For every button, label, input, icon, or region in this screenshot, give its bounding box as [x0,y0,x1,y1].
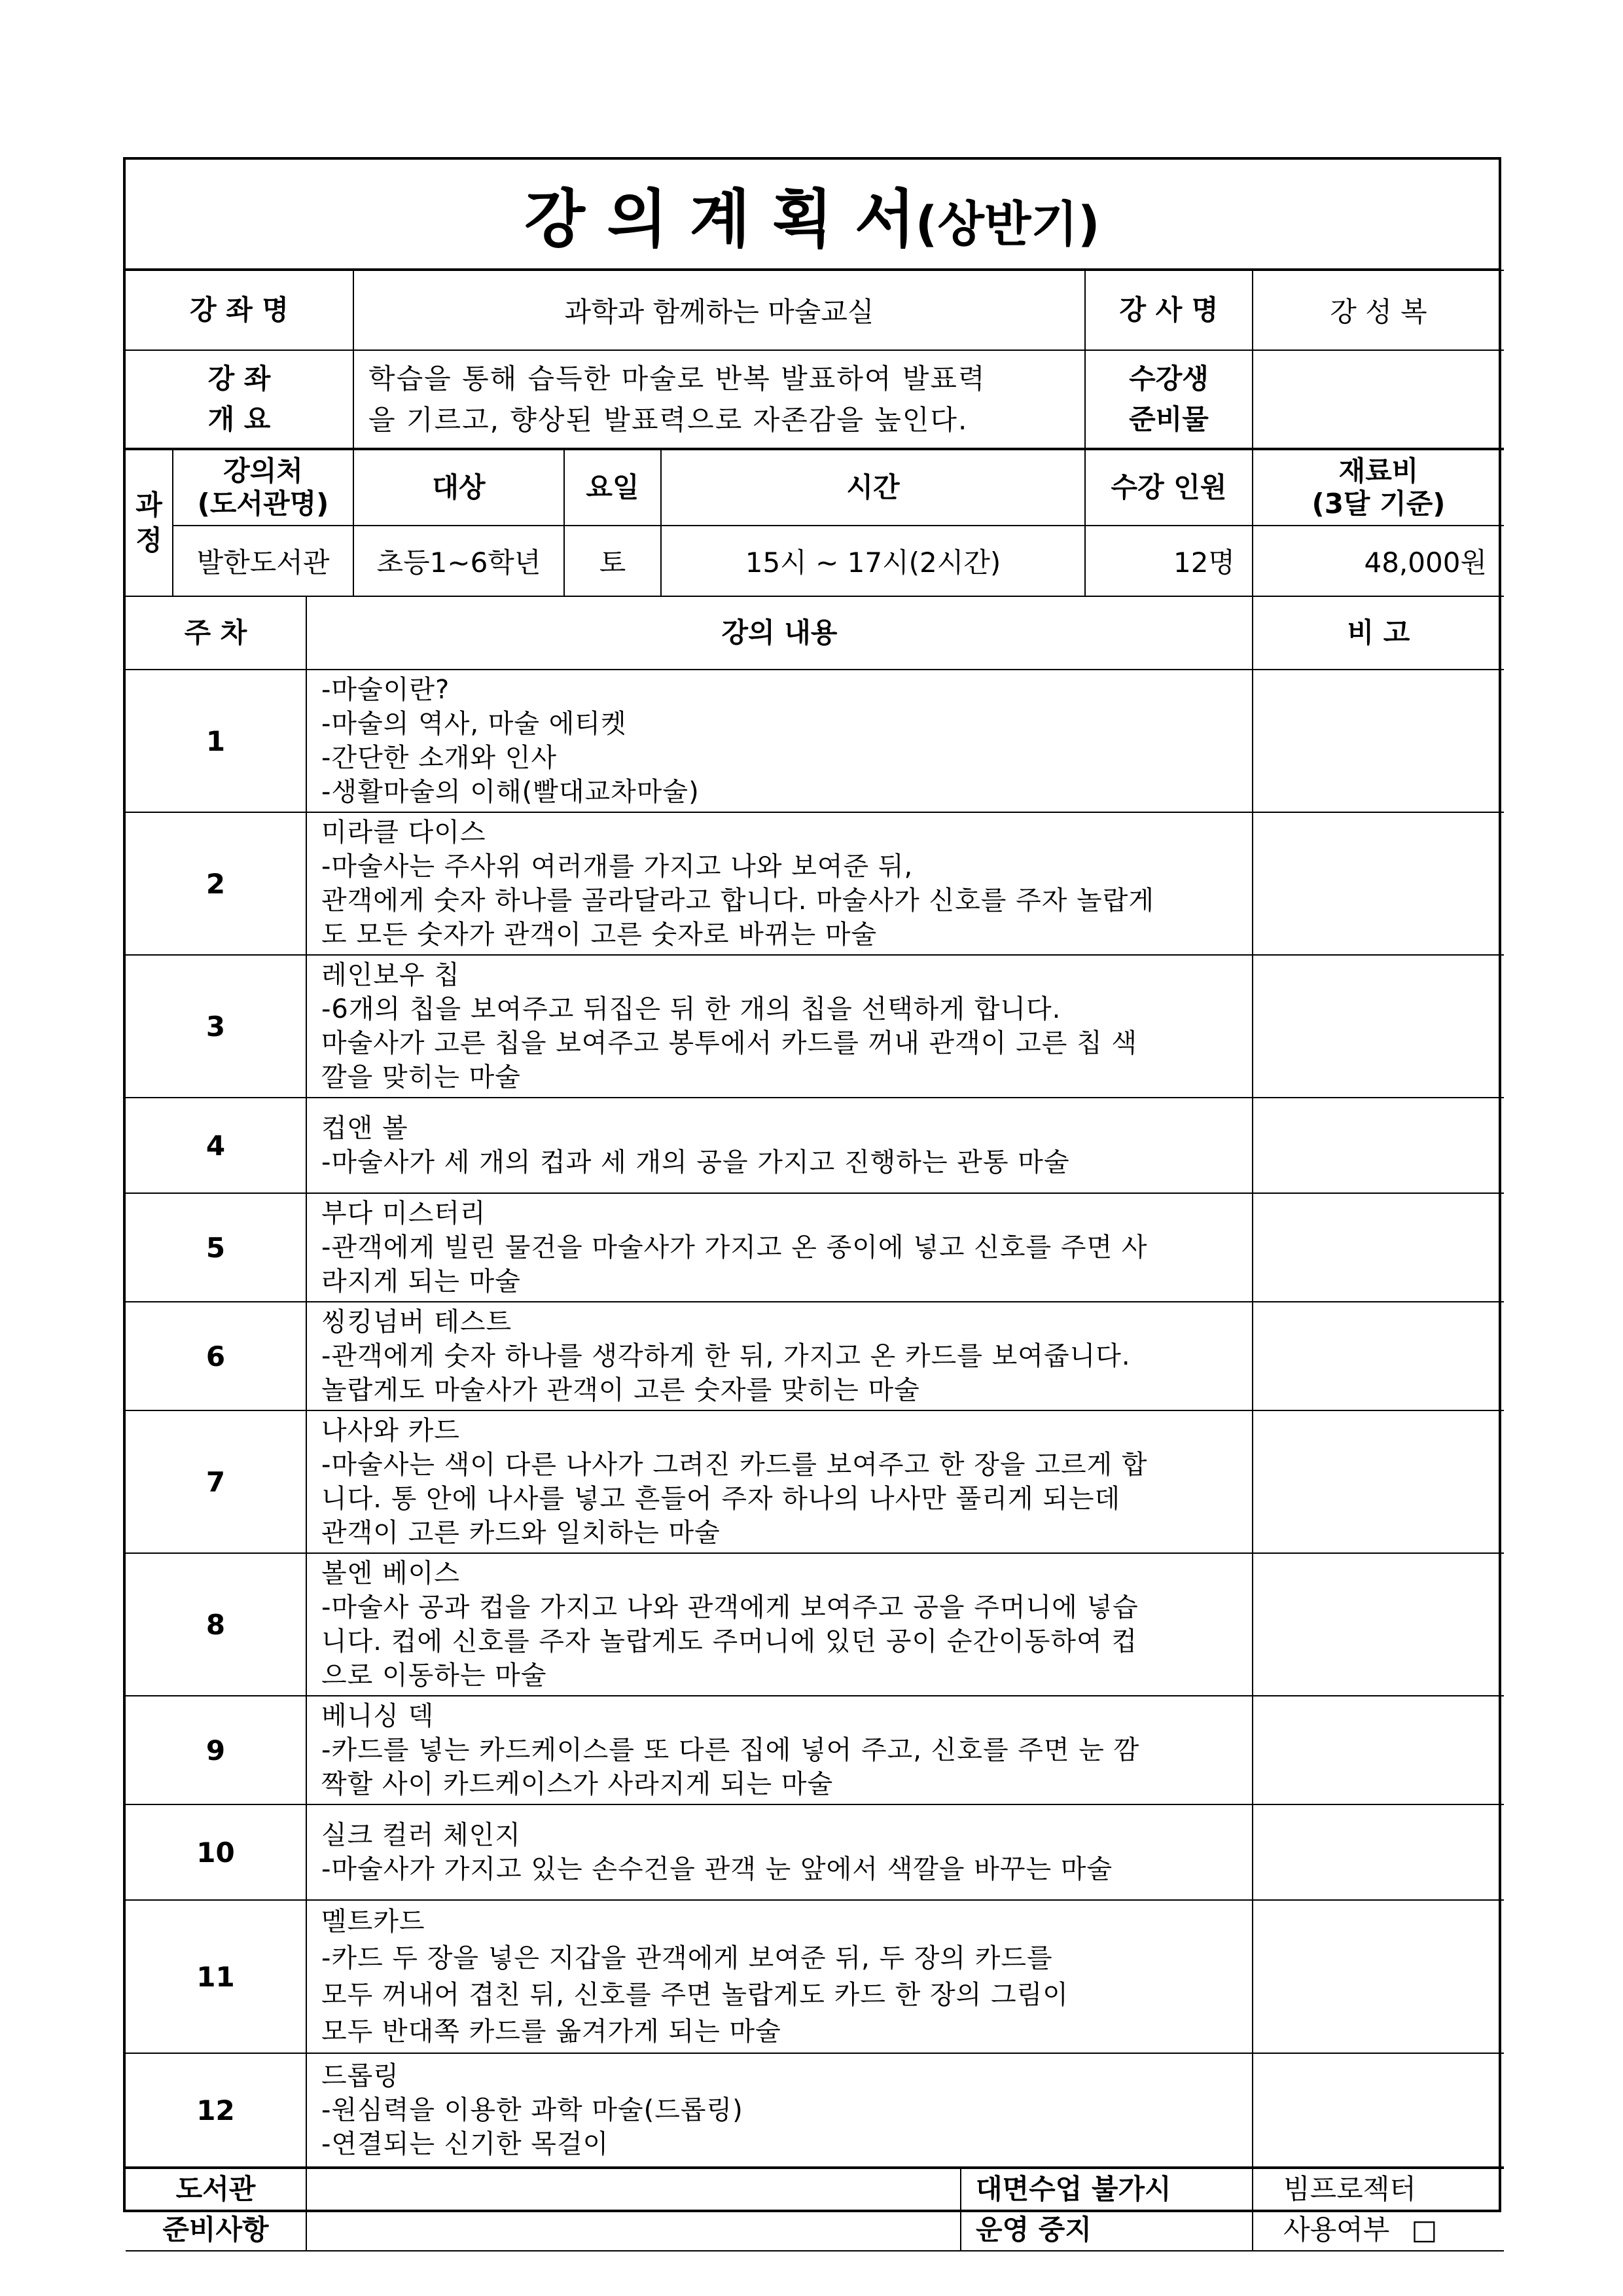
summary-label [126,350,353,448]
time-value: 15시 ~ 17시(2시간) [661,526,1085,596]
week-content [306,955,1253,1098]
process-label-1: 과 [135,489,162,521]
title-sub: (상반기) [915,196,1100,253]
week-content [306,812,1253,955]
supplies-label-line-1: 수강생 [1129,363,1209,395]
content-line: 미라클 다이스 [321,817,486,848]
target-value: 초등1~6학년 [353,526,564,596]
projector-usage [1253,2168,1504,2251]
week-content [306,1098,1253,1193]
library-prep-value [306,2168,961,2251]
projector-line-2-text: 사용여부 [1283,2214,1390,2246]
summary-value [353,350,1085,448]
lecture-plan-form [123,157,1501,2246]
week-note [1253,1302,1504,1410]
capacity-header: 수강 인원 [1085,450,1253,526]
content-line: -마술사는 주사위 여러개를 가지고 나와 보여준 뒤, [321,852,914,882]
process-table [126,449,1504,597]
info-table [126,270,1504,449]
suspension-label-2: 운영 중지 [976,2214,1092,2246]
capacity-value: 12명 [1085,526,1253,596]
summary-label-line-2: 개 요 [207,403,271,435]
content-line: 베니싱 덱 [321,1701,435,1731]
week-note [1253,1804,1504,1900]
content-line: 짝할 사이 카드케이스가 사라지게 되는 마술 [321,1769,834,1799]
week-content [306,1900,1253,2053]
schedule-row [126,1553,1504,1696]
week-number: 9 [126,1696,306,1804]
suspension-label [961,2168,1253,2251]
schedule-row [126,1098,1504,1193]
title-main: 강 의 계 획 서 [524,182,916,256]
week-content [306,1410,1253,1553]
footer-table [126,2166,1504,2251]
content-line: -원심력을 이용한 과학 마술(드롭링) [321,2095,743,2125]
library-prep-label-2: 준비사항 [162,2214,269,2246]
week-note [1253,1696,1504,1804]
week-header: 주 차 [126,596,306,670]
week-note [1253,2053,1504,2167]
schedule-row [126,1410,1504,1553]
schedule-table [126,596,1504,2168]
content-line: -관객에게 빌린 물건을 마술사가 가지고 온 종이에 넣고 신호를 주면 사 [321,1232,1148,1263]
content-line: 나사와 카드 [321,1416,460,1446]
projector-line-1: 빔프로젝터 [1283,2173,1416,2205]
course-name-label: 강 좌 명 [126,270,353,350]
week-content [306,1302,1253,1410]
library-prep-label [126,2168,306,2251]
schedule-row [126,1696,1504,1804]
content-header: 강의 내용 [306,596,1253,670]
content-line: 씽킹넘버 테스트 [321,1307,512,1337]
week-number: 4 [126,1098,306,1193]
library-prep-label-1: 도서관 [175,2173,256,2205]
content-line: 모두 꺼내어 겹친 뒤, 신호를 주면 놀랍게도 카드 한 장의 그림이 [321,1980,1069,2010]
content-line: -카드를 넣는 카드케이스를 또 다른 집에 넣어 주고, 신호를 주면 눈 깜 [321,1735,1140,1765]
week-content [306,1696,1253,1804]
content-line: 드롭링 [321,2061,399,2091]
summary-line-2: 을 기르고, 향상된 발표력으로 자존감을 높인다. [368,404,969,436]
content-line: 라지게 되는 마술 [321,1266,521,1297]
content-line: -마술의 역사, 마술 에티켓 [321,709,627,739]
content-line: 도 모든 숫자가 관객이 고른 숫자로 바뀌는 마술 [321,920,878,950]
venue-header [173,450,353,526]
week-number: 2 [126,812,306,955]
content-line: -간단한 소개와 인사 [321,743,557,773]
content-line: -마술이란? [321,675,450,705]
content-line: -생활마술의 이해(빨대교차마술) [321,777,700,807]
week-note [1253,1410,1504,1553]
day-value: 토 [564,526,661,596]
week-note [1253,1900,1504,2053]
schedule-row [126,670,1504,812]
content-line: -마술사 공과 컵을 가지고 나와 관객에게 보여주고 공을 주머니에 넣습 [321,1592,1139,1623]
week-note [1253,955,1504,1098]
content-line: 컵앤 볼 [321,1113,408,1143]
week-number: 5 [126,1193,306,1302]
process-label-2: 정 [135,524,162,556]
schedule-row [126,1193,1504,1302]
content-line: 부다 미스터리 [321,1198,486,1229]
page-title [126,160,1499,269]
content-line: 으로 이동하는 마술 [321,1660,547,1691]
week-content [306,670,1253,812]
suspension-label-1: 대면수업 불가시 [976,2173,1171,2205]
content-line: 니다. 통 안에 나사를 넣고 흔들어 주자 하나의 나사만 풀리게 되는데 [321,1484,1121,1514]
time-header: 시간 [661,450,1085,526]
venue-header-1: 강의처 [223,455,303,487]
week-note [1253,1098,1504,1193]
schedule-row [126,1804,1504,1900]
week-number: 6 [126,1302,306,1410]
schedule-row [126,1900,1504,2053]
instructor-label: 강 사 명 [1085,270,1253,350]
content-line: 깔을 맞히는 마술 [321,1062,521,1092]
content-line: 볼엔 베이스 [321,1558,460,1588]
fee-header-2: (3달 기준) [1311,488,1446,520]
week-content [306,1804,1253,1900]
week-number: 3 [126,955,306,1098]
week-note [1253,812,1504,955]
week-content [306,1553,1253,1696]
fee-value: 48,000원 [1253,526,1504,596]
content-line: -마술사가 가지고 있는 손수건을 관객 눈 앞에서 색깔을 바꾸는 마술 [321,1854,1113,1884]
week-content [306,2053,1253,2167]
projector-checkbox[interactable]: □ [1411,2214,1438,2246]
content-line: 실크 컬러 체인지 [321,1820,521,1850]
content-line: -카드 두 장을 넣은 지갑을 관객에게 보여준 뒤, 두 장의 카드를 [321,1943,1053,1973]
title-table [126,160,1499,270]
schedule-row [126,955,1504,1098]
content-line: -6개의 칩을 보여주고 뒤집은 뒤 한 개의 칩을 선택하게 합니다. [321,994,1061,1024]
instructor-value: 강 성 복 [1253,270,1504,350]
summary-label-line-1: 강 좌 [207,363,271,395]
week-number: 11 [126,1900,306,2053]
content-line: 레인보우 칩 [321,960,460,990]
content-line: 마술사가 고른 칩을 보여주고 봉투에서 카드를 꺼내 관객이 고른 칩 색 [321,1028,1138,1058]
supplies-value [1253,350,1504,448]
week-content [306,1193,1253,1302]
venue-value: 발한도서관 [173,526,353,596]
supplies-label-line-2: 준비물 [1129,403,1209,435]
content-line: 모두 반대쪽 카드를 옮겨가게 되는 마술 [321,2017,781,2047]
week-note [1253,1193,1504,1302]
summary-line-1: 학습을 통해 습득한 마술로 반복 발표하여 발표력 [368,363,986,395]
process-label [126,450,173,596]
content-line: -관객에게 숫자 하나를 생각하게 한 뒤, 가지고 온 카드를 보여줍니다. [321,1341,1131,1371]
supplies-label [1085,350,1253,448]
fee-header-1: 재료비 [1338,455,1419,487]
projector-line-2 [1283,2210,1504,2250]
note-header: 비 고 [1253,596,1504,670]
target-header: 대상 [353,450,564,526]
content-line: 관객이 고른 카드와 일치하는 마술 [321,1518,721,1548]
week-number: 10 [126,1804,306,1900]
day-header: 요일 [564,450,661,526]
fee-header [1253,450,1504,526]
schedule-row [126,2053,1504,2167]
content-line: -연결되는 신기한 목걸이 [321,2129,609,2159]
content-line: -마술사는 색이 다른 나사가 그려진 카드를 보여주고 한 장을 고르게 합 [321,1450,1148,1480]
week-number: 8 [126,1553,306,1696]
schedule-row [126,812,1504,955]
content-line: 관객에게 숫자 하나를 골라달라고 합니다. 마술사가 신호를 주자 놀랍게 [321,886,1154,916]
week-number: 1 [126,670,306,812]
venue-header-2: (도서관명) [197,488,329,520]
course-name-value: 과학과 함께하는 마술교실 [353,270,1085,350]
content-line: -마술사가 세 개의 컵과 세 개의 공을 가지고 진행하는 관통 마술 [321,1147,1070,1177]
week-note [1253,670,1504,812]
schedule-row [126,1302,1504,1410]
content-line: 멜트카드 [321,1907,425,1937]
week-note [1253,1553,1504,1696]
week-number: 12 [126,2053,306,2167]
content-line: 놀랍게도 마술사가 관객이 고른 숫자를 맞히는 마술 [321,1375,920,1405]
content-line: 니다. 컵에 신호를 주자 놀랍게도 주머니에 있던 공이 순간이동하여 컵 [321,1626,1138,1657]
week-number: 7 [126,1410,306,1553]
